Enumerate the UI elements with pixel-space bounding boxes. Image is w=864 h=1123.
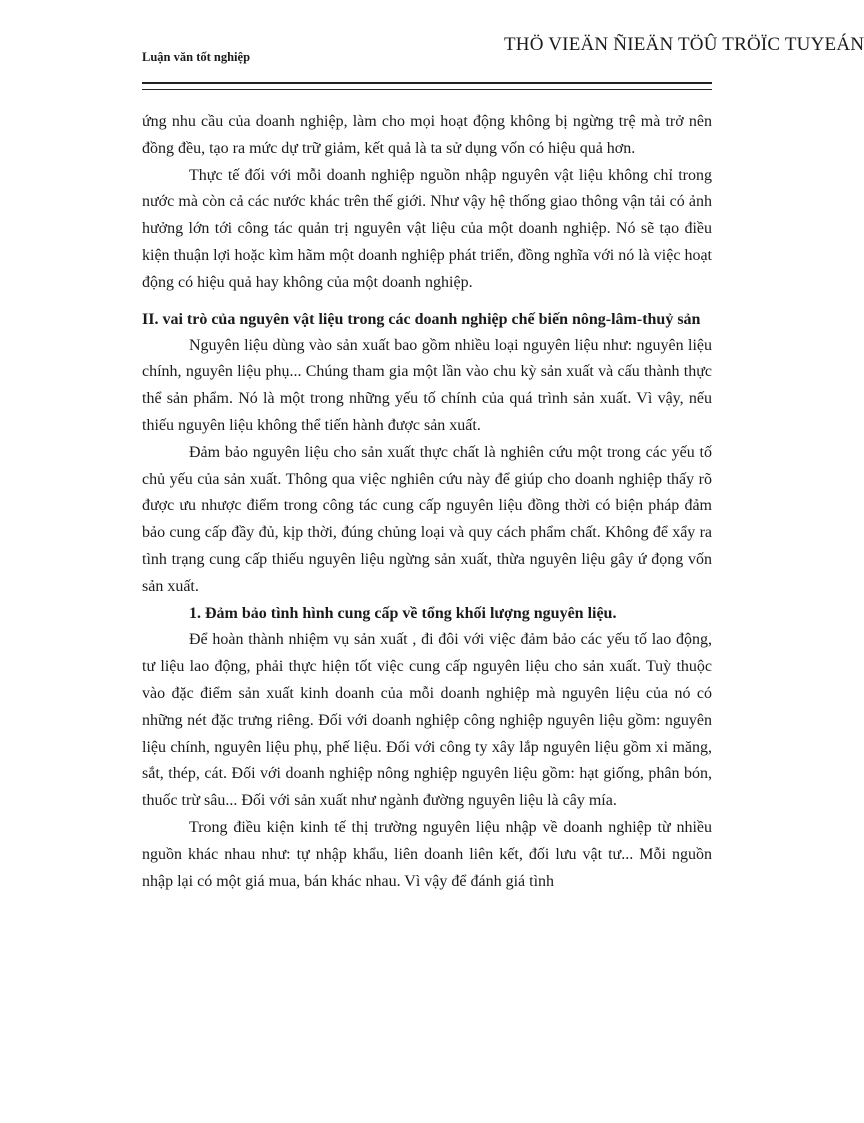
section-heading: II. vai trò của nguyên vật liệu trong các doanh nghiệp chế biến nông-lâm-thuỷ sản <box>142 310 701 328</box>
paragraph: Thực tế đối với mỗi doanh nghiệp nguồn nhập nguyên vật liệu không chỉ trong nước mà còn cả các nước khác trên thế giới. Như vậy hệ thống giao thông vận tải có ảnh hưởng lớn tới công tác quản trị nguyên vật liệu của một doanh nghiệp. Nó sẽ tạo điều kiện thuận lợi hoặc kìm hãm một doanh nghiệp phát triển, đồng nghĩa với nó là việc hoạt động có hiệu quả hay không của một doanh nghiệp. <box>142 166 712 291</box>
subsection-heading: 1. Đảm bảo tình hình cung cấp về tổng khối lượng nguyên liệu. <box>189 604 617 622</box>
paragraph: Nguyên liệu dùng vào sản xuất bao gồm nhiều loại nguyên liệu như: nguyên liệu chính, nguyên liệu phụ... Chúng tham gia một lần vào chu kỳ sản xuất và cấu thành thực thể sản phẩm. Nó là một trong những yếu tố chính của quá trình sản xuất. Vì vậy, nếu thiếu nguyên liệu không thể tiến hành được sản xuất. <box>142 336 712 434</box>
paragraph: Trong điều kiện kinh tế thị trường nguyên liệu nhập về doanh nghiệp từ nhiều nguồn khác nhau như: tự nhập khẩu, liên doanh liên kết, đối lưu vật tư... Mỗi nguồn nhập lại có một giá mua, bán khác nhau. Vì vậy để đánh giá tình <box>142 818 712 890</box>
library-title: THÖ VIEÄN ÑIEÄN TÖÛ TRÖÏC TUYEÁN <box>504 34 864 55</box>
document-type-label: Luận văn tốt nghiệp <box>142 50 251 64</box>
page-header <box>142 30 864 70</box>
paragraph-continuation: ứng nhu cầu của doanh nghiệp, làm cho mọi hoạt động không bị ngừng trệ mà trở nên đồng đều, tạo ra mức dự trữ giảm, kết quả là ta sử dụng vốn có hiệu quả hơn. <box>142 113 712 157</box>
paragraph: Để hoàn thành nhiệm vụ sản xuất , đi đôi với việc đảm bảo các yếu tố lao động, tư liệu lao động, phải thực hiện tốt việc cung cấp nguyên liệu cho sản xuất. Tuỳ thuộc vào đặc điểm sản xuất kinh doanh của mỗi doanh nghiệp mà nguyên liệu của nó có những nét đặc trưng riêng. Đối với doanh nghiệp công nghiệp nguyên liệu gồm: nguyên liệu chính, nguyên liệu phụ, phế liệu. Đối với công ty xây lắp nguyên liệu gồm xi măng, sắt, thép, cát. Đối với doanh nghiệp nông nghiệp nguyên liệu gồm: hạt giống, phân bón, thuốc trừ sâu... Đối với sản xuất như ngành đường nguyên liệu là cây mía. <box>142 631 712 810</box>
document-body <box>142 109 712 895</box>
header-divider <box>142 82 712 90</box>
paragraph: Đảm bảo nguyên liệu cho sản xuất thực chất là nghiên cứu một trong các yếu tố chủ yếu của sản xuất. Thông qua việc nghiên cứu này để giúp cho doanh nghiệp thấy rõ được ưu nhược điểm trong công tác cung cấp nguyên liệu đồng thời có biện pháp đảm bảo cung cấp đầy đủ, kịp thời, đúng chủng loại và quy cách phẩm chất. Không để xẩy ra tình trạng cung cấp thiếu nguyên liệu ngừng sản xuất, thừa nguyên liệu gây ứ đọng vốn sản xuất. <box>142 443 712 595</box>
